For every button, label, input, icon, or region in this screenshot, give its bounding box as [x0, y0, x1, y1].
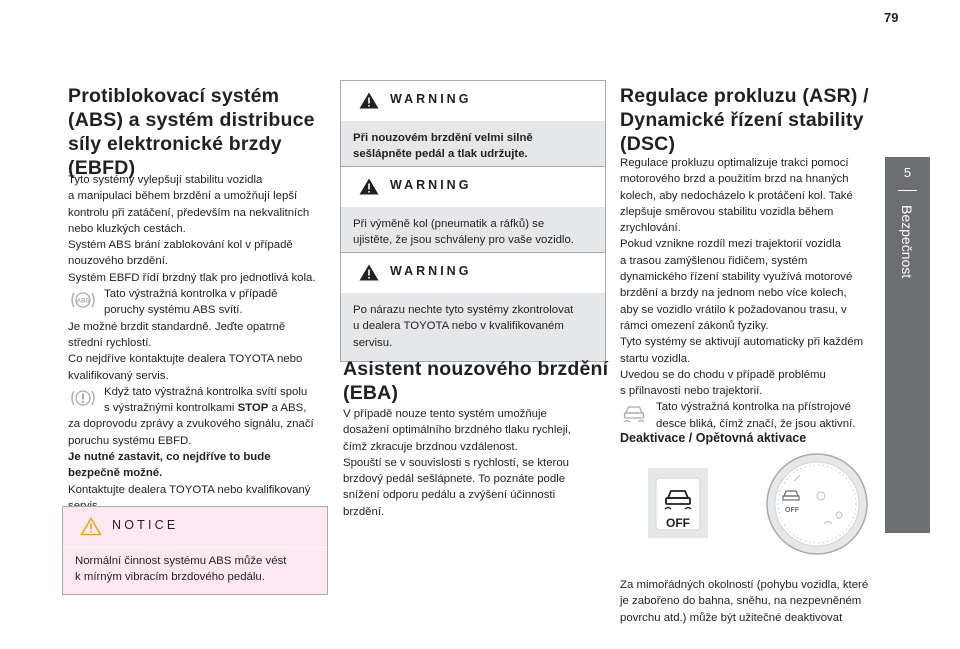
- body-line: kontrolu při zatáčení, především na nekvalitních: [68, 206, 310, 219]
- body-line: Za mimořádných okolností (pohybu vozidla, které: [620, 579, 869, 591]
- abs-body: [68, 172, 338, 514]
- chapter-number: 5: [903, 165, 912, 180]
- warning-line: sešlápněte pedál a tlak udržujte.: [353, 148, 528, 161]
- chapter-tab-divider: [898, 190, 917, 191]
- dsc-warning-light-note: [620, 399, 884, 432]
- body-line: desce bliká, čímž značí, že jsou aktivní.: [656, 417, 856, 430]
- warning-box-emergency-braking: [340, 80, 606, 174]
- body-line: střední rychlostí.: [68, 336, 152, 349]
- caution-triangle-icon: [80, 517, 102, 536]
- body-line: je zabořeno do bahna, sněhu, na nezpevněném: [620, 595, 862, 608]
- brake-warning-icon: [68, 387, 98, 409]
- body-line: nebo kluzkých cestách.: [68, 222, 186, 235]
- body-line: Uvedou se do chodu v případě problému: [620, 368, 826, 381]
- body-line: brzdový pedál sešlápnete. To poznáte podle: [343, 473, 566, 486]
- body-line: Systém ABS brání zablokování kol v případě: [68, 239, 293, 252]
- body-line: Pokud vznikne rozdíl mezi trajektorií vozidla: [620, 238, 841, 251]
- chapter-tab: [885, 157, 930, 533]
- body-line: povrchu atd.) může být užitečné deaktivovat: [620, 611, 843, 624]
- eba-heading-line: (EBA): [343, 382, 399, 404]
- abs-heading-line: (EBFD): [68, 157, 136, 179]
- abs-warning-icon: [68, 289, 98, 311]
- asr-heading-line: Dynamické řízení stability: [620, 109, 864, 131]
- dsc-off-button-illustration: [648, 468, 708, 538]
- warning-header: [341, 81, 605, 121]
- warning-body: [341, 207, 605, 259]
- body-line: Kontaktujte dealera TOYOTA nebo kvalifikovaný: [68, 483, 311, 496]
- body-line: a manipulaci během brzdění a umožňují lepší: [68, 190, 298, 203]
- drive-mode-dial-illustration: [764, 451, 870, 557]
- body-line: poruchy systému ABS svítí.: [104, 304, 243, 317]
- notice-label: NOTICE: [112, 518, 179, 532]
- emphasis-line: bezpečně možné.: [68, 467, 163, 480]
- body-line: motorového brzd a použitím brzd na hnaných: [620, 173, 849, 186]
- body-line: zrychlování.: [620, 222, 681, 235]
- body-line: Tyto systémy se aktivují automaticky při každém: [620, 336, 864, 349]
- body-text: s výstražnými kontrolkami: [104, 402, 238, 415]
- body-line: za doprovodu zprávy a zvukového signálu, značí: [68, 418, 314, 431]
- warning-header: [341, 253, 605, 293]
- stop-label: STOP: [237, 402, 269, 415]
- body-line: čímž zkracuje brzdnou vzdálenost.: [343, 440, 518, 453]
- body-line: Spouští se v souvislosti s rychlostí, se kterou: [343, 456, 570, 469]
- warning-line: Při nouzovém brzdění velmi silně: [353, 132, 533, 144]
- warning-line: ujistěte, že jsou schváleny pro vaše vozidlo.: [353, 234, 574, 247]
- body-line: dosažení optimálního brzdného tlaku rychleji,: [343, 424, 571, 437]
- asr-dsc-body: [620, 155, 884, 432]
- deactivation-body: [620, 577, 884, 626]
- warning-body: [341, 293, 605, 361]
- notice-body: [63, 548, 327, 594]
- body-line: brzdění.: [343, 505, 385, 518]
- abs-heading-line: síly elektronické brzdy: [68, 133, 282, 155]
- abs-warning-light-note: [68, 286, 338, 319]
- warning-label: WARNING: [390, 92, 472, 106]
- body-line: Je možné brzdit standardně. Jeďte opatrně: [68, 320, 286, 333]
- body-text: a ABS,: [268, 402, 307, 415]
- abs-heading-line: Protiblokovací systém: [68, 85, 280, 107]
- eba-heading: [343, 357, 613, 405]
- body-line: Tato výstražná kontrolka na přístrojové: [656, 401, 851, 414]
- body-line: nouzového brzdění.: [68, 255, 169, 268]
- warning-box-wheels: [340, 166, 606, 260]
- body-line: Co nejdříve kontaktujte dealera TOYOTA nebo: [68, 353, 303, 366]
- body-line: Když tato výstražná kontrolka svítí spolu: [104, 385, 308, 398]
- eba-heading-line: Asistent nouzového brzdění: [343, 358, 609, 380]
- abs-heading: [68, 84, 338, 180]
- deactivation-subheading: Deaktivace / Opětovná aktivace: [620, 431, 807, 445]
- warning-box-after-collision: [340, 252, 606, 362]
- warning-line: Při výměně kol (pneumatik a ráfků) se: [353, 218, 545, 230]
- asr-heading-line: (DSC): [620, 133, 676, 155]
- page-number: 79: [884, 10, 899, 25]
- warning-body: [341, 121, 605, 173]
- body-line: V případě nouze tento systém umožňuje: [343, 408, 547, 420]
- body-line: zlepšuje směrovou stabilitu vozidla během: [620, 205, 834, 218]
- body-line: Tyto systémy vylepšují stabilitu vozidla: [68, 174, 263, 186]
- warning-label: WARNING: [390, 178, 472, 192]
- body-line: poruchu systému EBFD.: [68, 434, 192, 447]
- warning-triangle-icon: [358, 177, 380, 196]
- warning-triangle-icon: [358, 91, 380, 110]
- warning-line: u dealera TOYOTA nebo v kvalifikovaném: [353, 320, 564, 333]
- body-line: Tato výstražná kontrolka v případě: [104, 288, 278, 301]
- body-line: startu vozidla.: [620, 352, 691, 365]
- body-line: s přilnavostí nebo trajektorií.: [620, 385, 763, 398]
- body-line: a trasou zamýšlenou řidičem, systém: [620, 254, 808, 267]
- notice-header: [63, 507, 327, 547]
- chapter-title: Bezpečnost: [899, 205, 915, 279]
- notice-line: k mírným vibracím brzdového pedálu.: [75, 571, 265, 584]
- notice-line: Normální činnost systému ABS může vést: [75, 555, 287, 567]
- warning-line: servisu.: [353, 336, 393, 349]
- body-line: snížení odporu pedálu a zvýšení účinnosti: [343, 489, 556, 502]
- body-line: kolech, aby nedocházelo k protáčení kol. Také: [620, 189, 853, 202]
- svg-text:ABS: ABS: [76, 298, 90, 305]
- body-line: Regulace prokluzu optimalizuje trakci pomocí: [620, 157, 849, 169]
- asr-heading-line: Regulace prokluzu (ASR) /: [620, 85, 869, 107]
- abs-heading-line: (ABS) a systém distribuce: [68, 109, 315, 131]
- body-line: dynamického řízení stability využívá motorové: [620, 271, 853, 284]
- notice-box: [62, 506, 328, 595]
- body-line: aby se vozidlo vrátilo k požadovanou trasu, v: [620, 303, 847, 316]
- dial-off-label: OFF: [785, 507, 799, 514]
- emphasis-line: Je nutné zastavit, co nejdříve to bude: [68, 451, 271, 464]
- body-line: rámci omezení zákonů fyziky.: [620, 319, 769, 332]
- eba-body: [343, 406, 613, 520]
- off-button-label: OFF: [666, 516, 690, 530]
- warning-triangle-icon: [358, 263, 380, 282]
- skid-car-icon: [620, 402, 648, 426]
- warning-header: [341, 167, 605, 207]
- body-line: [104, 400, 338, 416]
- warning-label: WARNING: [390, 264, 472, 278]
- warning-line: Po nárazu nechte tyto systémy zkontrolovat: [353, 304, 574, 316]
- body-line: kvalifikovaný servis.: [68, 369, 169, 382]
- asr-dsc-heading: [620, 84, 882, 156]
- body-line: brzdění a brzdy na jednom nebo více kolech,: [620, 287, 847, 300]
- brake-warning-light-note: [68, 384, 338, 417]
- body-line: Systém EBFD řídí brzdný tlak pro jednotlivá kola.: [68, 271, 316, 284]
